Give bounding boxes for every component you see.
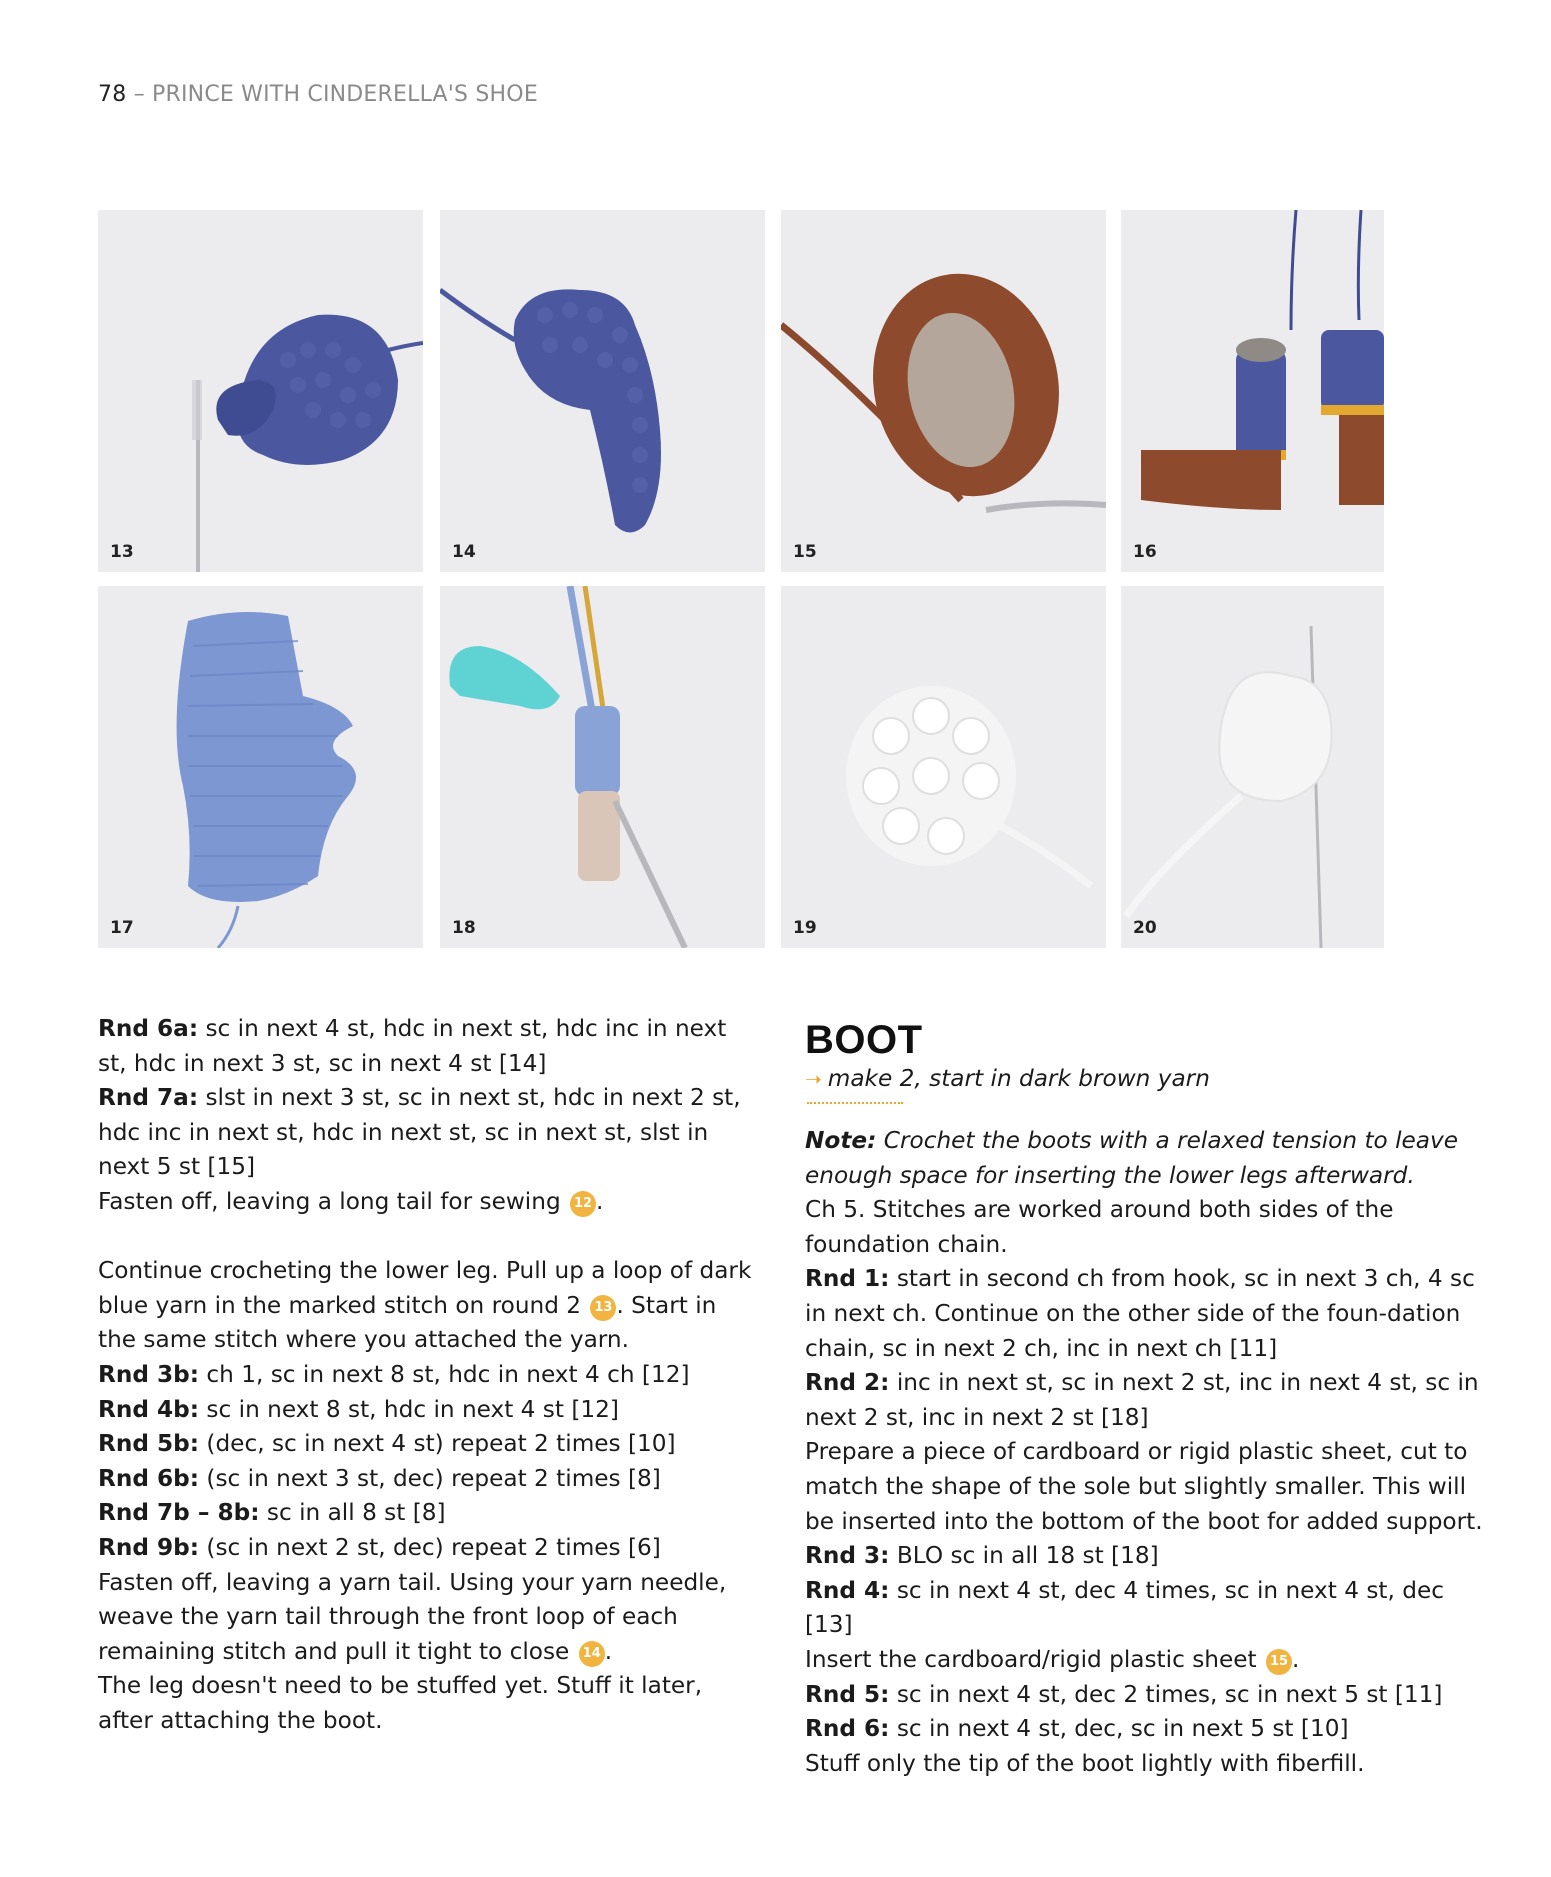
rnd-text: sc in next 4 st, dec 4 times, sc in next 4 st, dec [13] bbox=[805, 1576, 1444, 1639]
rnd-text: inc in next st, sc in next 2 st, inc in next 4 st, sc in next 2 st, inc in next 2 st [18] bbox=[805, 1369, 1479, 1431]
stuff-tip-paragraph: Stuff only the tip of the boot lightly with fiberfill. bbox=[805, 1749, 1365, 1777]
step-badge-14: 14 bbox=[579, 1641, 605, 1667]
note-text: Crochet the boots with a relaxed tension to leave enough space for inserting the lower legs afterward. bbox=[805, 1127, 1458, 1189]
photo-number: 13 bbox=[110, 542, 134, 562]
rnd-6a bbox=[98, 1012, 758, 1081]
rnd-text: (dec, sc in next 4 st) repeat 2 times [10] bbox=[206, 1430, 676, 1458]
white-sole-needle-image bbox=[1121, 586, 1384, 948]
paragraph-text: Insert the cardboard/rigid plastic sheet bbox=[805, 1645, 1257, 1673]
rnd-4b bbox=[98, 1393, 758, 1428]
rnd-6b bbox=[98, 1462, 758, 1497]
rnd-label: Rnd 5b: bbox=[98, 1430, 200, 1458]
insert-paragraph bbox=[805, 1643, 1495, 1678]
photo-number: 14 bbox=[452, 542, 476, 562]
photo-17 bbox=[98, 586, 423, 948]
chain-paragraph: Ch 5. Stitches are worked around both sides of the foundation chain. bbox=[805, 1196, 1394, 1258]
rnd-label: Rnd 3: bbox=[805, 1542, 890, 1570]
blue-foot-closed-image bbox=[440, 210, 765, 572]
rnd-text: BLO sc in all 18 st [18] bbox=[896, 1542, 1159, 1570]
cardboard-paragraph: Prepare a piece of cardboard or rigid plastic sheet, cut to match the shape of the sole but slightly smaller. This will be inserted into the bottom of the boot for added support. bbox=[805, 1438, 1483, 1535]
rnd-4 bbox=[805, 1574, 1495, 1643]
rnd-text: sc in next 4 st, hdc in next st, hdc inc in next st, hdc in next 3 st, sc in next 4 st [14] bbox=[98, 1015, 727, 1077]
section-subtitle bbox=[805, 1062, 1495, 1096]
subtitle-text: make 2, start in dark brown yarn bbox=[827, 1065, 1210, 1092]
marker-and-leg-image bbox=[440, 586, 765, 948]
paragraph-end: . bbox=[604, 1637, 613, 1665]
rnd-label: Rnd 7a: bbox=[98, 1084, 199, 1112]
blue-foot-hook-image bbox=[98, 210, 423, 572]
rnd-7b-8b bbox=[98, 1496, 758, 1531]
paragraph-end: . bbox=[1291, 1645, 1300, 1673]
brown-boot-cardboard-image bbox=[781, 210, 1106, 572]
rnd-1 bbox=[805, 1262, 1495, 1366]
rnd-label: Rnd 2: bbox=[805, 1369, 890, 1397]
right-column bbox=[805, 1012, 1495, 1781]
rnd-text: sc in next 4 st, dec, sc in next 5 st [10] bbox=[896, 1715, 1349, 1743]
photo-number: 19 bbox=[793, 918, 817, 938]
white-sole-image bbox=[781, 586, 1106, 948]
photo-19 bbox=[781, 586, 1106, 948]
boots-with-legs-image bbox=[1121, 210, 1384, 572]
rnd-3b bbox=[98, 1358, 758, 1393]
rnd-7a bbox=[98, 1081, 758, 1185]
rnd-text: ch 1, sc in next 8 st, hdc in next 4 ch [12] bbox=[206, 1360, 690, 1388]
rnd-text: slst in next 3 st, sc in next st, hdc in next 2 st, hdc inc in next st, hdc in next st, sc in next st, slst in next 5 st [15] bbox=[98, 1084, 741, 1181]
step-badge-13: 13 bbox=[590, 1295, 616, 1321]
photo-13 bbox=[98, 210, 423, 572]
photo-number: 20 bbox=[1133, 918, 1157, 938]
step-badge-15: 15 bbox=[1266, 1649, 1292, 1675]
rnd-label: Rnd 9b: bbox=[98, 1533, 200, 1561]
section-title: BOOT bbox=[805, 1018, 923, 1062]
rnd-label: Rnd 6b: bbox=[98, 1464, 200, 1492]
photo-number: 15 bbox=[793, 542, 817, 562]
note-label: Note: bbox=[805, 1127, 877, 1154]
note-paragraph bbox=[805, 1124, 1495, 1193]
step-badge-12: 12 bbox=[570, 1191, 596, 1217]
rnd-text: (sc in next 2 st, dec) repeat 2 times [6] bbox=[206, 1533, 661, 1561]
rnd-label: Rnd 4b: bbox=[98, 1395, 200, 1423]
photo-number: 16 bbox=[1133, 542, 1157, 562]
rnd-label: Rnd 1: bbox=[805, 1265, 890, 1293]
paragraph-text: Fasten off, leaving a long tail for sewing bbox=[98, 1187, 561, 1215]
rnd-text: sc in all 8 st [8] bbox=[266, 1499, 446, 1527]
stuff-later-paragraph: The leg doesn't need to be stuffed yet. Stuff it later, after attaching the boot. bbox=[98, 1672, 703, 1734]
continue-paragraph bbox=[98, 1254, 758, 1358]
paragraph-end: . bbox=[596, 1187, 604, 1215]
photo-20 bbox=[1121, 586, 1384, 948]
rnd-3 bbox=[805, 1539, 1495, 1574]
rnd-6 bbox=[805, 1712, 1495, 1747]
photo-15 bbox=[781, 210, 1106, 572]
rnd-label: Rnd 5: bbox=[805, 1680, 890, 1708]
rnd-label: Rnd 6: bbox=[805, 1715, 890, 1743]
rnd-text: (sc in next 3 st, dec) repeat 2 times [8] bbox=[206, 1464, 661, 1492]
header-dash: – bbox=[133, 82, 145, 107]
dotted-divider bbox=[807, 1102, 903, 1104]
rnd-5b bbox=[98, 1427, 758, 1462]
photo-16 bbox=[1121, 210, 1384, 572]
left-column bbox=[98, 1012, 758, 1738]
rnd-9b bbox=[98, 1531, 758, 1566]
rnd-5 bbox=[805, 1678, 1495, 1713]
light-blue-fabric-image bbox=[98, 586, 423, 948]
page-number: 78 bbox=[98, 82, 127, 107]
rnd-label: Rnd 4: bbox=[805, 1576, 890, 1604]
paragraph-text: Continue crocheting the lower leg. Pull up a loop of dark blue yarn in the marked stitch on round 2 bbox=[98, 1257, 752, 1319]
rnd-label: Rnd 3b: bbox=[98, 1360, 200, 1388]
chapter-title: PRINCE WITH CINDERELLA'S SHOE bbox=[152, 82, 538, 107]
rnd-text: sc in next 8 st, hdc in next 4 st [12] bbox=[206, 1395, 619, 1423]
paragraph-text: Fasten off, leaving a yarn tail. Using your yarn needle, weave the yarn tail through the front loop of each remaining stitch and pull it tight to close bbox=[98, 1568, 727, 1665]
photo-14 bbox=[440, 210, 765, 572]
arrow-right-icon: ➝ bbox=[805, 1067, 822, 1091]
rnd-label: Rnd 6a: bbox=[98, 1015, 199, 1042]
fasten-off-close-paragraph bbox=[98, 1566, 758, 1670]
photo-number: 18 bbox=[452, 918, 476, 938]
running-head bbox=[98, 82, 538, 107]
photo-18 bbox=[440, 586, 765, 948]
photo-number: 17 bbox=[110, 918, 134, 938]
paragraph-end: . Start in the same stitch where you attached the yarn. bbox=[98, 1291, 717, 1354]
rnd-2 bbox=[805, 1366, 1495, 1435]
rnd-label: Rnd 7b – 8b: bbox=[98, 1499, 260, 1527]
rnd-text: start in second ch from hook, sc in next 3 ch, 4 sc in next ch. Continue on the other side of the foun-dation chain, sc in next 2 ch, inc in next ch [11] bbox=[805, 1265, 1475, 1362]
fasten-off-paragraph bbox=[98, 1185, 758, 1220]
rnd-text: sc in next 4 st, dec 2 times, sc in next 5 st [11] bbox=[896, 1680, 1443, 1708]
